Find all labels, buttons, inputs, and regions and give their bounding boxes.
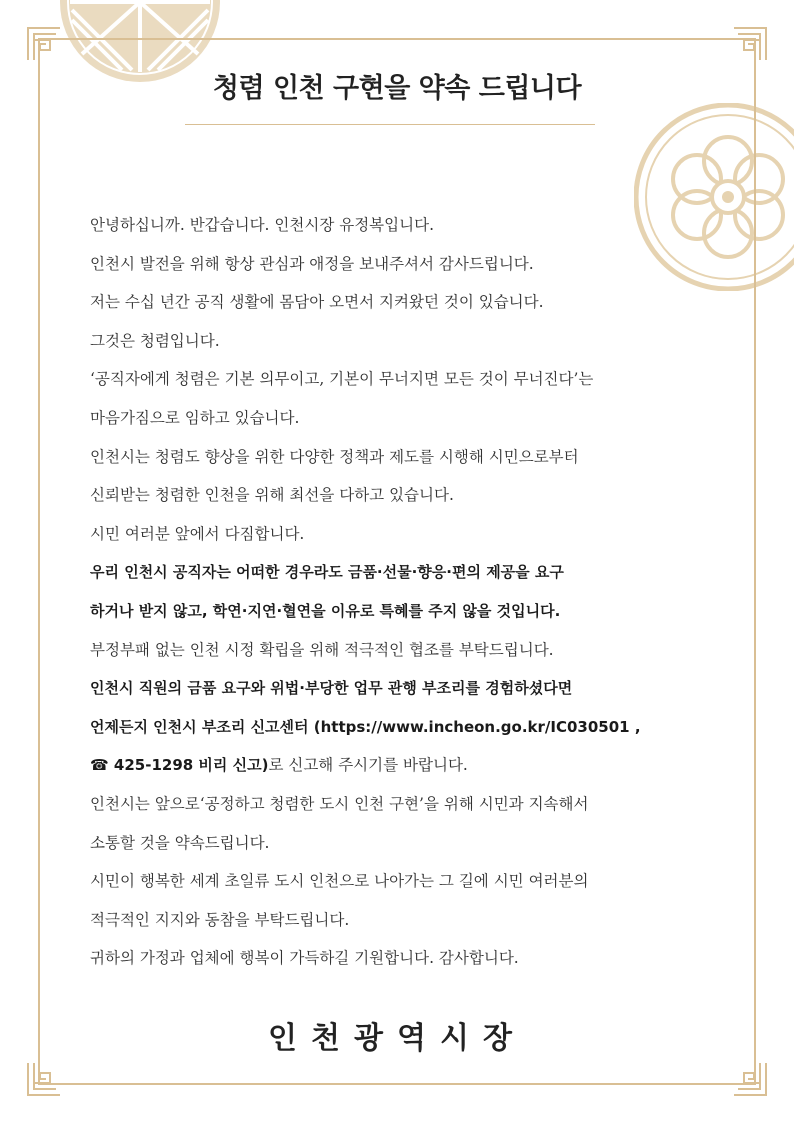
letter-line: 그것은 청렴입니다. <box>90 331 220 350</box>
page-title: 청렴 인천 구현을 약속 드립니다 <box>212 73 582 104</box>
pledge-line: 우리 인천시 공직자는 어떠한 경우라도 금품·선물·향응·편의 제공을 요구 <box>90 563 564 582</box>
signature-mayor: 인천광역시장 <box>268 1021 526 1056</box>
letter-line: 저는 수십 년간 공직 생활에 몸담아 오면서 지켜왔던 것이 있습니다. <box>90 293 544 312</box>
letter-line: 마음가짐으로 임하고 있습니다. <box>90 408 300 427</box>
pledge-line: 하거나 받지 않고, 학연·지연·혈연을 이유로 특혜를 주지 않을 것입니다. <box>90 601 561 620</box>
corner-ornament <box>732 1061 768 1097</box>
letter-line: 적극적인 지지와 동참을 부탁드립니다. <box>90 910 350 929</box>
letter-body <box>90 206 730 978</box>
letter-line: 부정부패 없는 인천 시정 확립을 위해 적극적인 협조를 부탁드립니다. <box>90 640 554 659</box>
letter-line: ‘공직자에게 청렴은 기본 의무이고, 기본이 무너지면 모든 것이 무너진다’는 <box>90 370 594 389</box>
letter-line: 인천시는 청렴도 향상을 위한 다양한 정책과 제도를 시행해 시민으로부터 <box>90 447 579 466</box>
letter-line: 인천시는 앞으로‘공정하고 청렴한 도시 인천 구현’을 위해 시민과 지속해서 <box>90 794 589 813</box>
letter-line: 귀하의 가정과 업체에 행복이 가득하길 기원합니다. 감사합니다. <box>90 949 519 968</box>
letter-line: 소통할 것을 약속드립니다. <box>90 833 270 852</box>
report-center-line: 언제든지 인천시 부조리 신고센터 (https://www.incheon.go.kr/IC030501 , <box>90 717 641 736</box>
letter-line: 인천시 발전을 위해 항상 관심과 애정을 보내주셔서 감사드립니다. <box>90 254 534 273</box>
letter-line: 시민이 행복한 세계 초일류 도시 인천으로 나아가는 그 길에 시민 여러분의 <box>90 872 589 891</box>
report-line: 인천시 직원의 금품 요구와 위법·부당한 업무 관행 부조리를 경험하셨다면 <box>90 679 573 698</box>
letter-line: 안녕하십니까. 반갑습니다. 인천시장 유정복입니다. <box>90 216 434 234</box>
letter-line: 시민 여러분 앞에서 다짐합니다. <box>90 524 305 543</box>
corner-ornament <box>26 26 62 62</box>
corner-ornament <box>26 1061 62 1097</box>
letter-line: 신뢰받는 청렴한 인천을 위해 최선을 다하고 있습니다. <box>90 486 454 505</box>
report-phone-suffix: 로 신고해 주시기를 바랍니다. <box>268 756 468 775</box>
report-phone: ☎ 425-1298 비리 신고) <box>90 756 269 775</box>
corner-ornament <box>732 26 768 62</box>
title-divider <box>185 124 595 125</box>
report-phone-line <box>90 746 730 785</box>
